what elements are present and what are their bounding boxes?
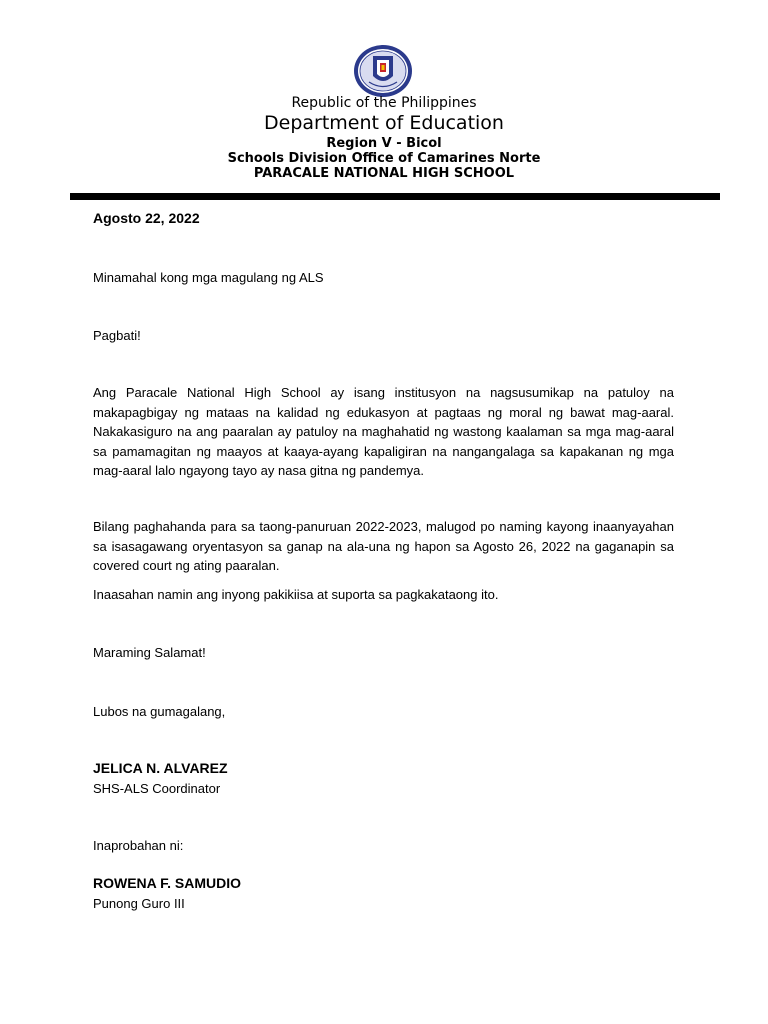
- thanks-line: Maraming Salamat!: [93, 645, 206, 660]
- closing-line: Lubos na gumagalang,: [93, 704, 226, 719]
- signatory-name: JELICA N. ALVAREZ: [93, 760, 228, 776]
- deped-seal-icon: [353, 44, 413, 98]
- division-heading: Schools Division Office of Camarines Norte: [227, 151, 541, 166]
- greeting: Pagbati!: [93, 328, 141, 343]
- salutation: Minamahal kong mga magulang ng ALS: [93, 270, 324, 285]
- header-divider: [70, 193, 720, 200]
- signatory-title: SHS-ALS Coordinator: [93, 781, 221, 796]
- region-heading: Region V - Bicol: [326, 136, 442, 151]
- approver-title: Punong Guro III: [93, 896, 185, 911]
- approver-name: ROWENA F. SAMUDIO: [93, 875, 242, 891]
- paragraph-intro: Ang Paracale National High School ay isang institusyon na nagsusumikap na patuloy na makapagbigay ng mataas na kalidad ng edukasyon at pagtaas ng moral ng bawat mag-aaral. Nakakasiguro na ang paaralan ay patuloy na maghahatid ng wastong kaalaman sa mga mag-aaral sa pamamagitan ng maayos at kaaya-ayang kapaligiran na nangangalaga sa kapakanan ng mga mag-aaral lalo ngayong tayo ay nasa gitna ng pandemya.: [93, 385, 674, 478]
- approved-label: Inaprobahan ni:: [93, 838, 184, 853]
- school-heading: PARACALE NATIONAL HIGH SCHOOL: [253, 166, 515, 181]
- republic-heading: Republic of the Philippines: [291, 95, 477, 111]
- letter-date: Agosto 22, 2022: [93, 210, 200, 226]
- paragraph-invitation: Bilang paghahanda para sa taong-panuruan 2022-2023, malugod po naming kayong inaanyayahan sa isasagawang oryentasyon sa ganap na ala-una ng hapon sa Agosto 26, 2022 na gaganapin sa covered court ng ating paaralan.: [93, 519, 674, 573]
- paragraph-support: Inaasahan namin ang inyong pakikiisa at suporta sa pagkakataong ito.: [93, 587, 499, 602]
- department-heading: Department of Education: [264, 112, 504, 134]
